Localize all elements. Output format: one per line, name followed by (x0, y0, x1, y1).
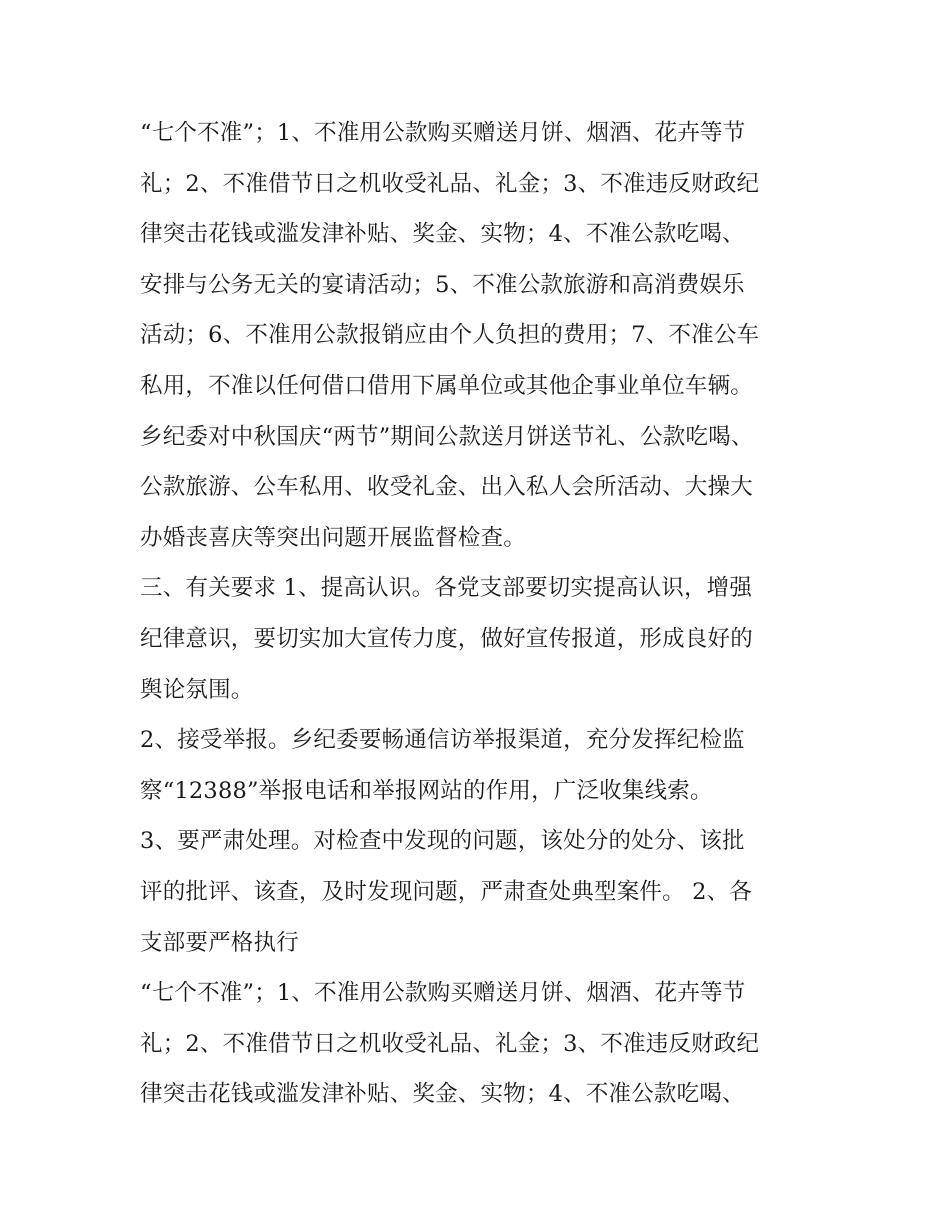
text-line: 察“12388”举报电话和举报网站的作用，广泛收集线索。 (140, 777, 713, 804)
text-line: 私用，不准以任何借口借用下属单位或其他企事业单位车辆。 (140, 372, 753, 399)
text-line: 活动；6、不准用公款报销应由个人负担的费用；7、不准公车 (140, 322, 760, 349)
text-line: 律突击花钱或滥发津补贴、奖金、实物；4、不准公款吃喝、 (140, 1081, 745, 1108)
text-line: 支部要严格执行 (140, 929, 299, 956)
text-line: 乡纪委对中秋国庆“两节”期间公款送月饼送节礼、公款吃喝、 (140, 423, 754, 450)
text-line: 3、要严肃处理。对检查中发现的问题，该处分的处分、该批 (140, 828, 745, 855)
text-line: 安排与公务无关的宴请活动；5、不准公款旅游和高消费娱乐 (140, 271, 745, 298)
text-line: 纪律意识，要切实加大宣传力度，做好宣传报道，形成良好的 (140, 625, 753, 652)
text-line: “七个不准”；1、不准用公款购买赠送月饼、烟酒、花卉等节 (140, 120, 746, 146)
text-line: 舆论氛围。 (140, 676, 254, 703)
text-line: 2、接受举报。乡纪委要畅通信访举报渠道，充分发挥纪检监 (140, 727, 745, 754)
text-line: 礼；2、不准借节日之机收受礼品、礼金；3、不准违反财政纪 (140, 1030, 760, 1057)
text-line: 公款旅游、公车私用、收受礼金、出入私人会所活动、大操大 (140, 474, 753, 501)
text-line: 三、有关要求 1、提高认识。各党支部要切实提高认识，增强 (140, 575, 753, 602)
document-body (140, 108, 820, 1120)
text-line: 评的批评、该查，及时发现问题，严肃查处典型案件。 2、各 (140, 878, 753, 905)
text-line: 礼；2、不准借节日之机收受礼品、礼金；3、不准违反财政纪 (140, 170, 760, 197)
text-line: 律突击花钱或滥发津补贴、奖金、实物；4、不准公款吃喝、 (140, 221, 745, 248)
text-line: “七个不准”；1、不准用公款购买赠送月饼、烟酒、花卉等节 (140, 980, 746, 1007)
text-line: 办婚丧喜庆等突出问题开展监督检查。 (140, 524, 526, 551)
